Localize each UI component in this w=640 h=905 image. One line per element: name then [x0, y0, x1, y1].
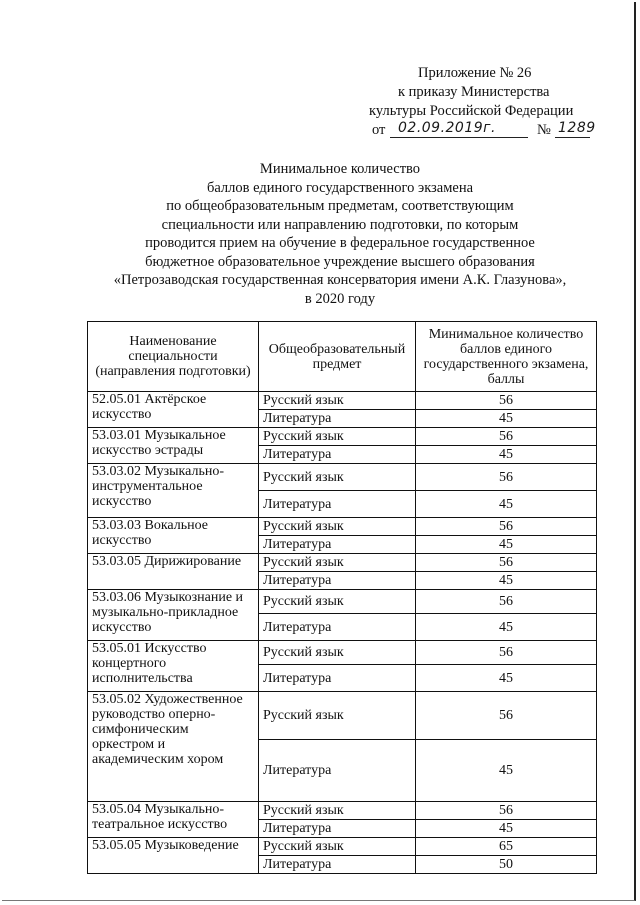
header-specialty: Наименование специальности (направления подготовки)	[88, 322, 259, 392]
appendix-order-line: к приказу Министерства	[398, 84, 550, 100]
date-prefix: от	[372, 122, 386, 138]
table-row	[88, 518, 597, 536]
score-cell: 45	[416, 665, 597, 692]
table-row	[88, 692, 597, 740]
subject-cell: Русский язык	[259, 590, 416, 614]
subject-cell: Русский язык	[259, 428, 416, 446]
table-row	[88, 554, 597, 572]
appendix-title: Приложение № 26	[418, 65, 532, 81]
heading-line: Минимальное количество	[259, 161, 421, 177]
score-cell: 56	[416, 518, 597, 536]
subject-cell: Литература	[259, 740, 416, 802]
score-cell: 45	[416, 820, 597, 838]
subject-cell: Русский язык	[259, 692, 416, 740]
subject-cell: Русский язык	[259, 802, 416, 820]
specialty-cell: 52.05.01 Актёрское искусство	[88, 392, 259, 428]
subject-cell: Литература	[259, 410, 416, 428]
subject-cell: Литература	[259, 614, 416, 641]
table-row	[88, 428, 597, 446]
subject-cell: Русский язык	[259, 464, 416, 491]
table-row	[88, 838, 597, 856]
header-min-score: Минимальное количество баллов единого государственного экзамена, баллы	[416, 322, 597, 392]
heading-line: проводится прием на обучение в федеральное государственное	[145, 235, 535, 251]
number-handwritten: 1289	[558, 120, 596, 136]
subject-cell: Литература	[259, 572, 416, 590]
score-cell: 56	[416, 554, 597, 572]
score-cell: 56	[416, 464, 597, 491]
subject-cell: Русский язык	[259, 518, 416, 536]
table-row	[88, 641, 597, 665]
specialty-cell: 53.03.03 Вокальное искусство	[88, 518, 259, 554]
heading-line: специальности или направлению подготовки, по которым	[161, 216, 519, 233]
appendix-ministry-line: культуры Российской Федерации	[369, 103, 574, 119]
subject-cell: Литература	[259, 856, 416, 874]
score-cell: 56	[416, 590, 597, 614]
table-row	[88, 590, 597, 614]
score-cell: 56	[416, 641, 597, 665]
score-cell: 56	[416, 692, 597, 740]
subject-cell: Литература	[259, 665, 416, 692]
subject-cell: Русский язык	[259, 554, 416, 572]
table-row	[88, 802, 597, 820]
subject-cell: Русский язык	[259, 641, 416, 665]
score-cell: 45	[416, 491, 597, 518]
score-cell: 50	[416, 856, 597, 874]
specialty-cell: 53.05.01 Искусство концертного исполнительства	[88, 641, 259, 692]
subject-cell: Русский язык	[259, 838, 416, 856]
score-cell: 56	[416, 392, 597, 410]
specialty-cell: 53.05.02 Художественное руководство оперно-симфоническим оркестром и академическим хором	[88, 692, 259, 802]
specialty-cell: 53.05.05 Музыковедение	[88, 838, 259, 874]
score-cell: 45	[416, 410, 597, 428]
heading-line: по общеобразовательным предметам, соответствующим	[166, 198, 514, 214]
subject-cell: Литература	[259, 820, 416, 838]
specialty-cell: 53.03.02 Музыкально-инструментальное искусство	[88, 464, 259, 518]
subject-cell: Литература	[259, 491, 416, 518]
specialty-cell: 53.05.04 Музыкально-театральное искусство	[88, 802, 259, 838]
table-header-row	[88, 322, 597, 392]
table-row	[88, 392, 597, 410]
specialty-cell: 53.03.05 Дирижирование	[88, 554, 259, 590]
score-cell: 45	[416, 740, 597, 802]
score-cell: 45	[416, 614, 597, 641]
subject-cell: Русский язык	[259, 392, 416, 410]
score-cell: 65	[416, 838, 597, 856]
specialty-cell: 53.03.01 Музыкальное искусство эстрады	[88, 428, 259, 464]
score-cell: 45	[416, 446, 597, 464]
subject-cell: Литература	[259, 446, 416, 464]
date-handwritten: 02.09.2019г.	[398, 120, 496, 136]
table-row	[88, 464, 597, 491]
heading-line: бюджетное образовательное учреждение высшего образования	[145, 253, 535, 270]
score-cell: 56	[416, 428, 597, 446]
document-heading	[60, 160, 620, 308]
number-prefix: №	[537, 122, 551, 138]
specialty-cell: 53.03.06 Музыкознание и музыкально-прикладное искусство	[88, 590, 259, 641]
heading-line: в 2020 году	[304, 290, 376, 307]
subject-cell: Литература	[259, 536, 416, 554]
heading-line: «Петрозаводская государственная консерватория имени А.К. Глазунова»,	[113, 272, 567, 288]
exam-scores-table	[87, 321, 597, 874]
heading-line: баллов единого государственного экзамена	[206, 179, 474, 196]
score-cell: 45	[416, 572, 597, 590]
score-cell: 45	[416, 536, 597, 554]
score-cell: 56	[416, 802, 597, 820]
header-subject: Общеобразовательный предмет	[259, 322, 416, 392]
